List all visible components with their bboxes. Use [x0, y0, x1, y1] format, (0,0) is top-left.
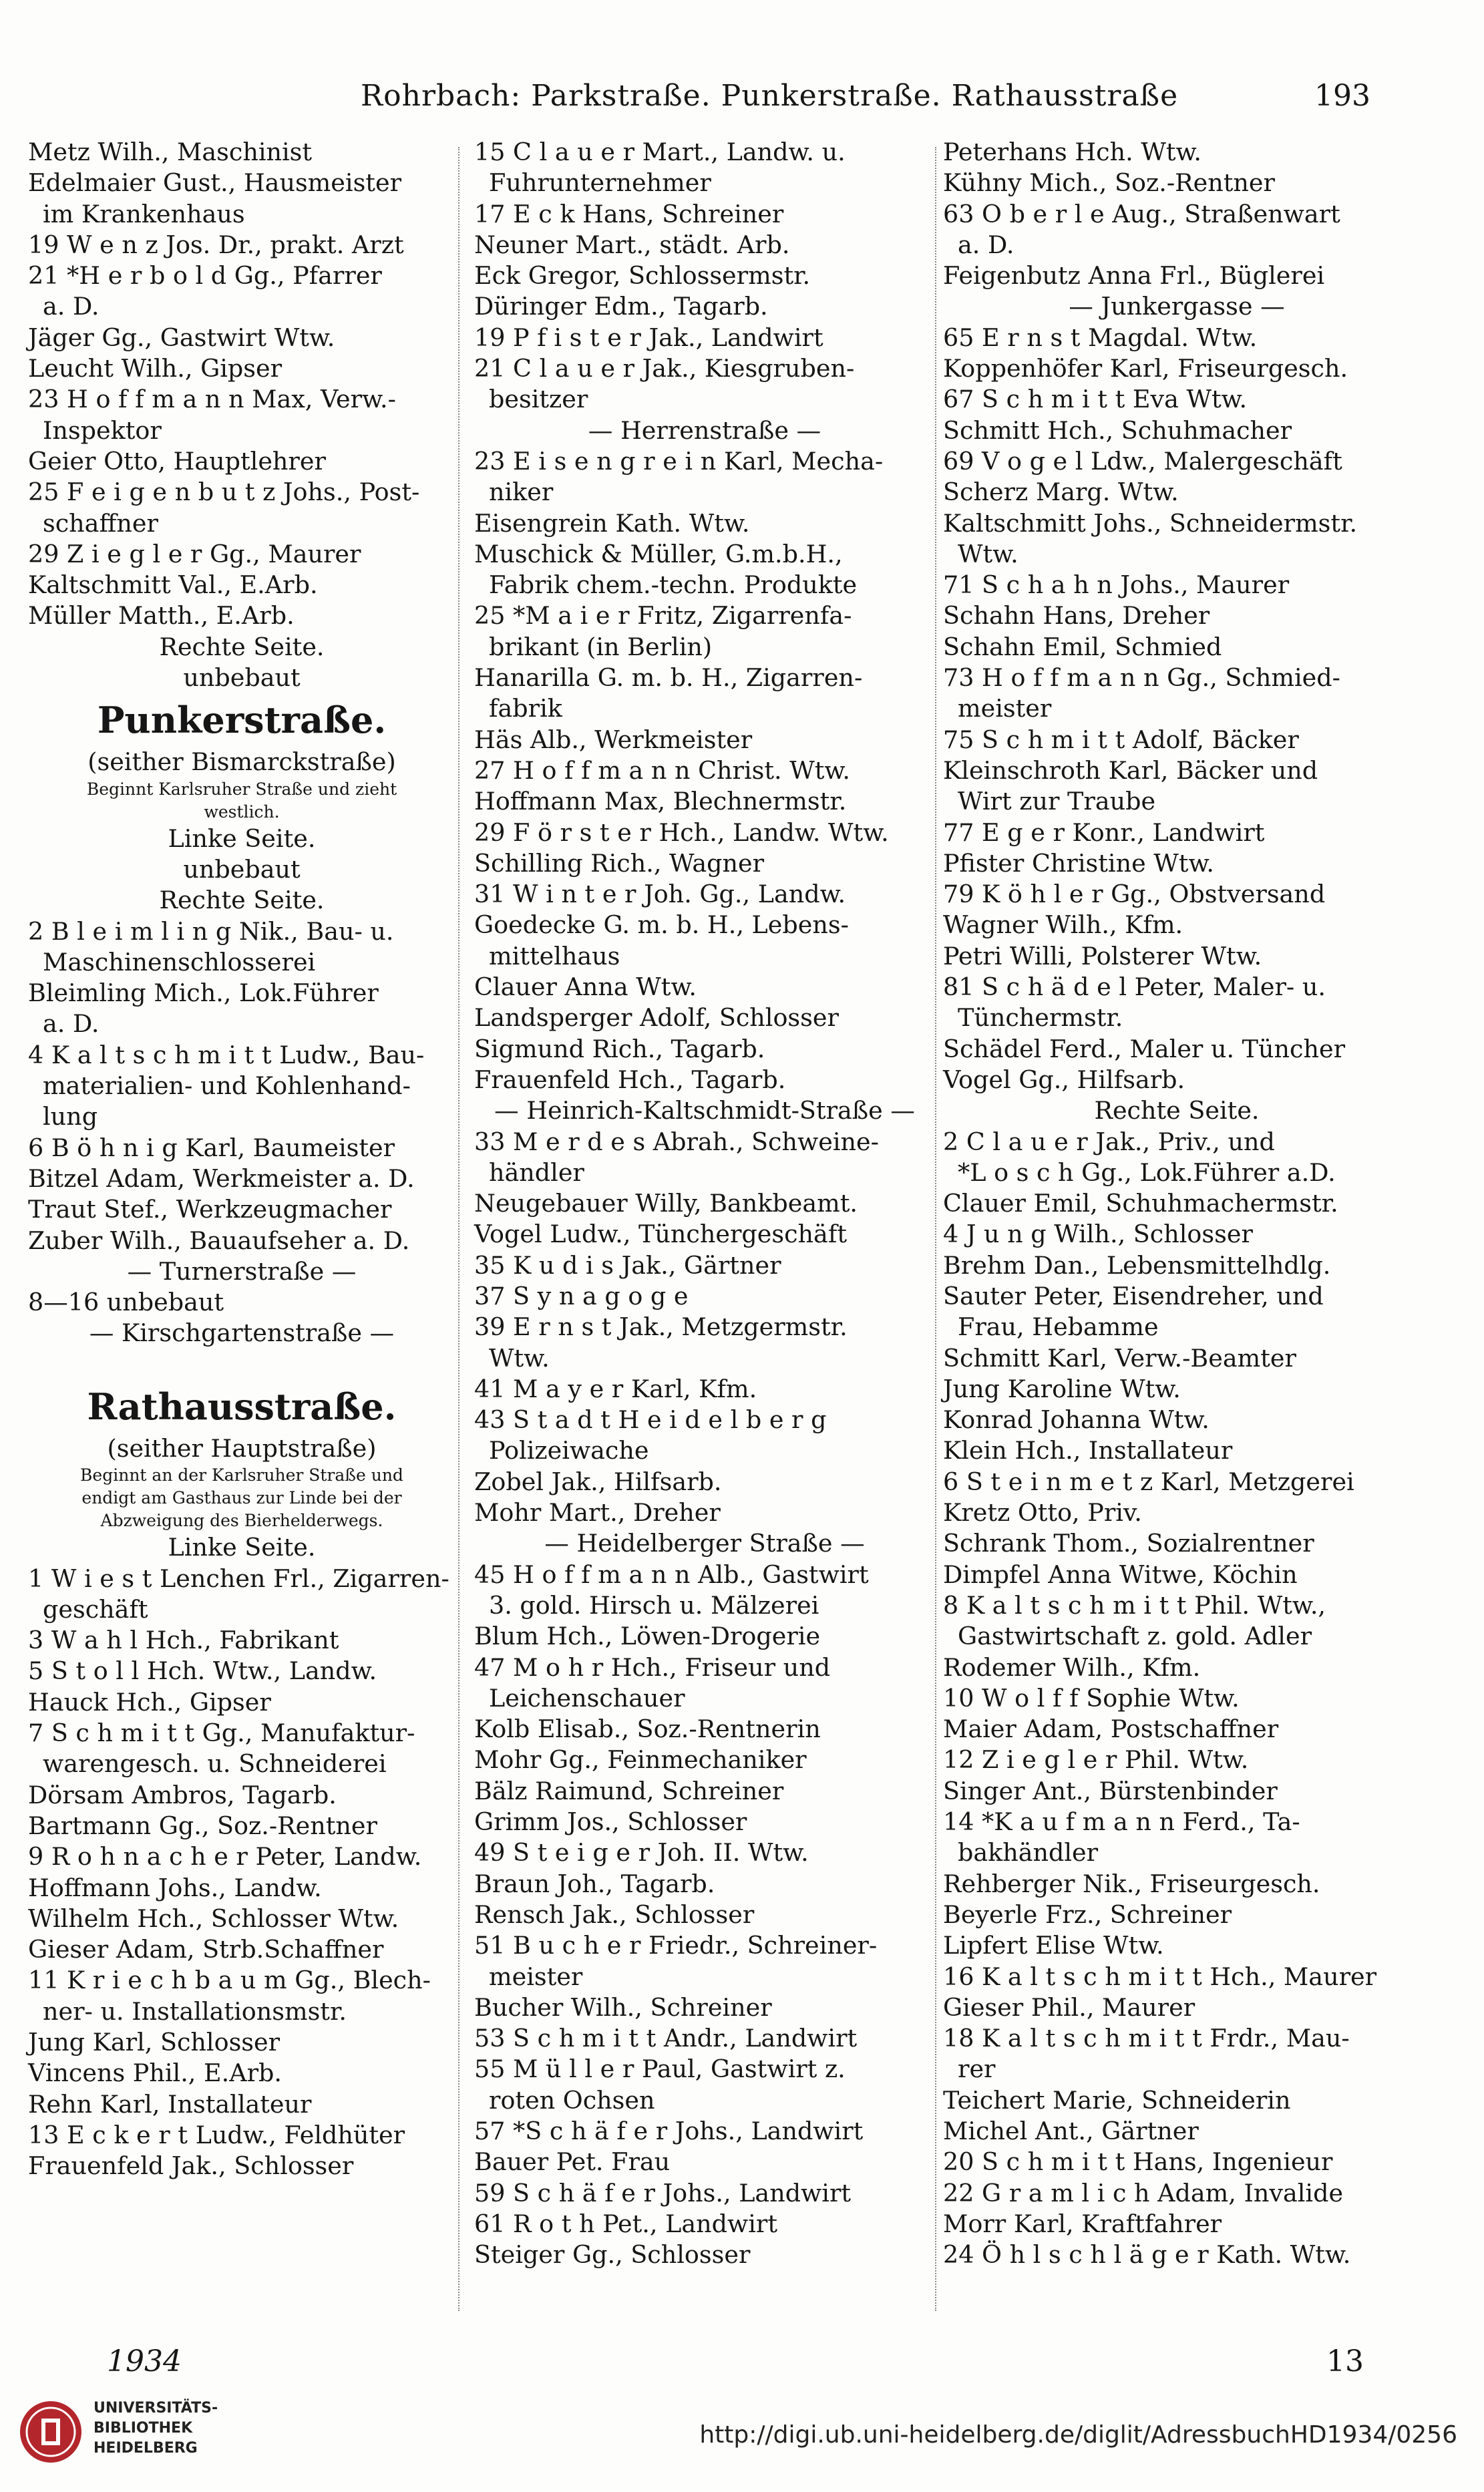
directory-entry: 15 C l a u e r Mart., Landw. u. — [474, 138, 846, 166]
directory-entry: 14 *K a u f m a n n Ferd., Ta- — [943, 1807, 1300, 1837]
directory-entry: Bucher Wilh., Schreiner — [474, 1992, 772, 2022]
column-middle — [474, 137, 935, 2270]
source-url-link[interactable]: http://digi.ub.uni-heidelberg.de/diglit/AdressbuchHD1934/0256 — [699, 2421, 1457, 2449]
directory-entry: Rehn Karl, Installateur — [28, 2089, 312, 2119]
directory-entry: 37 S y n a g o g e — [474, 1281, 689, 1310]
directory-entry: fabrik — [489, 694, 562, 723]
directory-entry: Kolb Elisab., Soz.-Rentnerin — [474, 1715, 821, 1744]
directory-entry: 21 C l a u e r Jak., Kiesgruben- — [474, 354, 855, 383]
directory-entry: bakhändler — [958, 1838, 1099, 1867]
directory-entry: Dörsam Ambros, Tagarb. — [28, 1780, 337, 1809]
directory-entry: 24 Ö h l s c h l ä g e r Kath. Wtw. — [943, 2240, 1351, 2270]
footer-sheet-number: 13 — [1326, 2344, 1364, 2378]
cross-street: — Kirschgartenstraße — — [89, 1318, 395, 1348]
directory-entry: 41 M a y e r Karl, Kfm. — [474, 1374, 757, 1403]
directory-entry: 4 K a l t s c h m i t t Ludw., Bau- — [28, 1040, 425, 1069]
directory-entry: Brehm Dan., Lebensmittelhdlg. — [943, 1250, 1331, 1280]
directory-entry: 59 S c h ä f e r Johs., Landwirt — [474, 2178, 852, 2207]
directory-entry: Geier Otto, Hauptlehrer — [28, 446, 326, 476]
directory-entry: 29 F ö r s t e r Hch., Landw. Wtw. — [474, 818, 889, 847]
directory-entry: 39 E r n s t Jak., Metzgermstr. — [474, 1312, 848, 1342]
directory-entry: Gastwirtschaft z. gold. Adler — [958, 1622, 1312, 1651]
section-label: unbebaut — [183, 854, 301, 884]
running-title: Rohrbach: Parkstraße. Punkerstraße. Rathausstraße — [361, 79, 1179, 113]
directory-entry: Feigenbutz Anna Frl., Büglerei — [943, 261, 1325, 291]
directory-entry: 63 O b e r l e Aug., Straßenwart — [943, 199, 1340, 228]
directory-entry: lung — [43, 1102, 98, 1131]
directory-entry: Jäger Gg., Gastwirt Wtw. — [28, 323, 335, 352]
directory-entry: a. D. — [958, 230, 1014, 259]
street-heading: Rathausstraße. — [87, 1385, 397, 1428]
directory-entry: Hauck Hch., Gipser — [28, 1687, 271, 1717]
directory-entry: 27 H o f f m a n n Christ. Wtw. — [474, 755, 850, 785]
street-heading: Punkerstraße. — [97, 699, 387, 742]
directory-entry: Rehberger Nik., Friseurgesch. — [943, 1869, 1320, 1898]
section-label: Linke Seite. — [168, 824, 316, 853]
directory-entry: 10 W o l f f Sophie Wtw. — [943, 1683, 1240, 1713]
directory-entry: Schahn Hans, Dreher — [943, 601, 1210, 631]
directory-entry: Vincens Phil., E.Arb. — [28, 2059, 283, 2088]
directory-entry: Peterhans Hch. Wtw. — [943, 138, 1202, 166]
directory-entry: 31 W i n t e r Joh. Gg., Landw. — [474, 880, 846, 909]
directory-entry: Schädel Ferd., Maler u. Tüncher — [943, 1034, 1346, 1063]
directory-entry: Schmitt Hch., Schuhmacher — [943, 415, 1292, 445]
directory-entry: 1 W i e s t Lenchen Frl., Zigarren- — [28, 1564, 449, 1593]
directory-entry: 71 S c h a h n Johs., Maurer — [943, 570, 1290, 600]
directory-entry: 22 G r a m l i c h Adam, Invalide — [943, 2178, 1344, 2207]
directory-entry: Bitzel Adam, Werkmeister a. D. — [28, 1164, 415, 1193]
directory-entry: schaffner — [43, 508, 158, 538]
directory-entry: 11 K r i e c h b a u m Gg., Blech- — [28, 1966, 431, 1995]
directory-entry: im Krankenhaus — [43, 199, 245, 228]
directory-entry: *L o s c h Gg., Lok.Führer a.D. — [958, 1158, 1336, 1187]
directory-entry: 19 W e n z Jos. Dr., prakt. Arzt — [28, 230, 404, 259]
directory-entry: Teichert Marie, Schneiderin — [943, 2085, 1291, 2115]
directory-entry: Gieser Adam, Strb.Schaffner — [28, 1935, 384, 1964]
directory-entry: 23 E i s e n g r e i n Karl, Mecha- — [474, 446, 884, 476]
directory-entry: Schahn Emil, Schmied — [943, 632, 1222, 661]
directory-entry: Leichenschauer — [489, 1683, 685, 1713]
section-label: Rechte Seite. — [1094, 1096, 1260, 1125]
directory-entry: Mohr Gg., Feinmechaniker — [474, 1745, 807, 1775]
section-label: (seither Bismarckstraße) — [87, 747, 396, 777]
directory-entry: Sigmund Rich., Tagarb. — [474, 1034, 765, 1063]
column-left — [28, 137, 455, 2182]
directory-entry: Leucht Wilh., Gipser — [28, 354, 283, 383]
directory-entry: Muschick & Müller, G.m.b.H., — [474, 539, 843, 568]
directory-entry: a. D. — [43, 1009, 100, 1039]
directory-entry: geschäft — [43, 1594, 148, 1624]
directory-entry: Müller Matth., E.Arb. — [28, 601, 295, 631]
section-label: Rechte Seite. — [159, 886, 325, 915]
directory-entry: Rensch Jak., Schlosser — [474, 1900, 755, 1929]
directory-entry: Düringer Edm., Tagarb. — [474, 292, 768, 321]
directory-entry: 9 R o h n a c h e r Peter, Landw. — [28, 1842, 422, 1872]
directory-entry: Morr Karl, Kraftfahrer — [943, 2209, 1222, 2238]
directory-entry: Frauenfeld Jak., Schlosser — [28, 2151, 354, 2181]
directory-entry: 53 S c h m i t t Andr., Landwirt — [474, 2024, 858, 2053]
directory-entry: Zuber Wilh., Bauaufseher a. D. — [28, 1226, 410, 1255]
directory-entry: Jung Karl, Schlosser — [28, 2028, 281, 2057]
street-note: westlich. — [204, 802, 280, 822]
directory-entry: Landsperger Adolf, Schlosser — [474, 1003, 839, 1033]
directory-entry: 45 H o f f m a n n Alb., Gastwirt — [474, 1560, 869, 1589]
directory-entry: Konrad Johanna Wtw. — [943, 1405, 1210, 1435]
directory-entry: Grimm Jos., Schlosser — [474, 1807, 747, 1837]
directory-entry: Rodemer Wilh., Kfm. — [943, 1652, 1201, 1682]
directory-entry: 8 K a l t s c h m i t t Phil. Wtw., — [943, 1590, 1326, 1620]
directory-entry: Kaltschmitt Val., E.Arb. — [28, 570, 318, 600]
directory-entry: Hoffmann Max, Blechnermstr. — [474, 787, 847, 816]
street-note: Beginnt an der Karlsruher Straße und — [80, 1465, 403, 1485]
directory-entry: 7 S c h m i t t Gg., Manufaktur- — [28, 1719, 415, 1748]
cross-street: — Herrenstraße — — [588, 415, 821, 445]
directory-entry: Bälz Raimund, Schreiner — [474, 1776, 784, 1805]
directory-entry: 12 Z i e g l e r Phil. Wtw. — [943, 1745, 1249, 1775]
footer-year: 1934 — [107, 2344, 182, 2378]
directory-entry: Kaltschmitt Johs., Schneidermstr. — [943, 508, 1358, 538]
directory-entry: 65 E r n s t Magdal. Wtw. — [943, 323, 1258, 352]
directory-entry: 25 *M a i e r Fritz, Zigarrenfa- — [474, 601, 852, 631]
directory-entry: Edelmaier Gust., Hausmeister — [28, 168, 402, 198]
directory-entry: Michel Ant., Gärtner — [943, 2117, 1199, 2145]
directory-entry: meister — [958, 694, 1052, 723]
directory-entry: 67 S c h m i t t Eva Wtw. — [943, 385, 1248, 414]
cross-street: — Turnerstraße — — [127, 1256, 357, 1286]
directory-entry: Bleimling Mich., Lok.Führer — [28, 978, 379, 1008]
directory-entry: Koppenhöfer Karl, Friseurgesch. — [943, 354, 1348, 383]
directory-entry: Zobel Jak., Hilfsarb. — [474, 1467, 722, 1496]
page-header — [0, 79, 1484, 132]
directory-entry: Häs Alb., Werkmeister — [474, 725, 753, 754]
directory-entry: 61 R o t h Pet., Landwirt — [474, 2209, 777, 2238]
directory-entry: 19 P f i s t e r Jak., Landwirt — [474, 323, 823, 352]
directory-entry: händler — [489, 1158, 584, 1187]
directory-entry: Eisengrein Kath. Wtw. — [474, 508, 750, 538]
directory-entry: Schrank Thom., Sozialrentner — [943, 1529, 1314, 1558]
directory-entry: 3. gold. Hirsch u. Mälzerei — [489, 1590, 819, 1620]
cross-street: — Junkergasse — — [1069, 292, 1285, 321]
directory-entry: 33 M e r d e s Abrah., Schweine- — [474, 1127, 879, 1156]
directory-entry: 49 S t e i g e r Joh. II. Wtw. — [474, 1838, 809, 1867]
logo-line-3: HEIDELBERG — [94, 2440, 198, 2457]
directory-entry: Bartmann Gg., Soz.-Rentner — [28, 1811, 377, 1840]
column-right — [943, 137, 1411, 2270]
directory-entry: Clauer Emil, Schuhmachermstr. — [943, 1189, 1338, 1218]
directory-entry: 35 K u d i s Jak., Gärtner — [474, 1250, 781, 1280]
directory-entry: 69 V o g e l Ldw., Malergeschäft — [943, 446, 1342, 476]
directory-entry: 2 C l a u e r Jak., Priv., und — [943, 1127, 1275, 1156]
directory-entry: 77 E g e r Konr., Landwirt — [943, 818, 1265, 847]
directory-entry: meister — [489, 1962, 583, 1991]
directory-entry: Klein Hch., Installateur — [943, 1436, 1233, 1465]
directory-entry: 57 *S c h ä f e r Johs., Landwirt — [474, 2117, 864, 2145]
directory-entry: 16 K a l t s c h m i t t Hch., Maurer — [943, 1962, 1377, 1991]
directory-entry: Eck Gregor, Schlossermstr. — [474, 261, 811, 291]
directory-entry: Petri Willi, Polsterer Wtw. — [943, 941, 1262, 970]
directory-entry: brikant (in Berlin) — [489, 632, 713, 661]
directory-entry: Polizeiwache — [489, 1436, 649, 1465]
directory-entry: materialien- und Kohlenhand- — [43, 1071, 411, 1101]
directory-entry: Pfister Christine Wtw. — [943, 848, 1214, 878]
directory-entry: Blum Hch., Löwen-Drogerie — [474, 1622, 821, 1651]
street-note: Beginnt Karlsruher Straße und zieht — [86, 779, 397, 799]
directory-entry: rer — [958, 2055, 996, 2084]
directory-entry: 3 W a h l Hch., Fabrikant — [28, 1626, 339, 1655]
directory-entry: 23 H o f f m a n n Max, Verw.- — [28, 385, 396, 414]
directory-entry: Wirt zur Traube — [958, 787, 1156, 816]
directory-entry: Neugebauer Willy, Bankbeamt. — [474, 1189, 858, 1218]
library-seal-icon — [17, 2398, 84, 2465]
directory-entry: Kühny Mich., Soz.-Rentner — [943, 168, 1275, 198]
directory-entry: Kretz Otto, Priv. — [943, 1498, 1142, 1528]
directory-entry: Hoffmann Johs., Landw. — [28, 1873, 322, 1902]
directory-entry: Hanarilla G. m. b. H., Zigarren- — [474, 663, 863, 693]
directory-entry: Vogel Ludw., Tünchergeschäft — [474, 1220, 847, 1249]
directory-entry: Goedecke G. m. b. H., Lebens- — [474, 910, 849, 940]
directory-entry: Tünchermstr. — [958, 1003, 1123, 1033]
directory-entry: Mohr Mart., Dreher — [474, 1498, 721, 1528]
directory-entry — [28, 1349, 455, 1380]
logo-line-2: BIBLIOTHEK — [94, 2420, 193, 2437]
directory-entry: 79 K ö h l e r Gg., Obstversand — [943, 880, 1326, 909]
directory-entry: 6 S t e i n m e t z Karl, Metzgerei — [943, 1467, 1354, 1496]
directory-entry: mittelhaus — [489, 941, 620, 970]
directory-entry: 20 S c h m i t t Hans, Ingenieur — [943, 2147, 1333, 2177]
directory-entry: Frau, Hebamme — [958, 1312, 1159, 1342]
directory-entry: Dimpfel Anna Witwe, Köchin — [943, 1560, 1298, 1589]
section-label: Rechte Seite. — [159, 632, 325, 661]
directory-entry: 17 E c k Hans, Schreiner — [474, 199, 784, 228]
directory-entry: Wtw. — [489, 1343, 550, 1373]
directory-entry: 18 K a l t s c h m i t t Frdr., Mau- — [943, 2024, 1350, 2053]
directory-entry: Maschinenschlosserei — [43, 947, 316, 976]
directory-entry: Inspektor — [43, 415, 162, 445]
directory-entry: Gieser Phil., Maurer — [943, 1992, 1195, 2022]
directory-entry: Sauter Peter, Eisendreher, und — [943, 1281, 1324, 1310]
directory-entry: Wagner Wilh., Kfm. — [943, 910, 1183, 940]
directory-entry: roten Ochsen — [489, 2085, 655, 2115]
section-label: (seither Hauptstraße) — [107, 1433, 377, 1463]
page-number: 193 — [1314, 79, 1370, 113]
logo-line-1: UNIVERSITÄTS- — [94, 2400, 218, 2417]
directory-entry: 47 M o h r Hch., Friseur und — [474, 1652, 831, 1682]
library-logo[interactable] — [13, 2394, 220, 2475]
directory-entry: Braun Joh., Tagarb. — [474, 1869, 715, 1898]
directory-entry: 2 B l e i m l i n g Nik., Bau- u. — [28, 916, 394, 946]
directory-entry: Neuner Mart., städt. Arb. — [474, 230, 790, 259]
directory-entry: Wtw. — [958, 539, 1018, 568]
directory-entry: a. D. — [43, 292, 100, 321]
directory-entry: 25 F e i g e n b u t z Johs., Post- — [28, 478, 420, 507]
directory-entry: Kleinschroth Karl, Bäcker und — [943, 755, 1318, 785]
directory-entry: Beyerle Frz., Schreiner — [943, 1900, 1232, 1929]
directory-entry: besitzer — [489, 385, 588, 414]
directory-entry: 8—16 unbebaut — [28, 1288, 224, 1317]
directory-entry: Maier Adam, Postschaffner — [943, 1715, 1279, 1744]
directory-entry: 6 B ö h n i g Karl, Baumeister — [28, 1133, 395, 1162]
directory-entry: Fabrik chem.-techn. Produkte — [489, 570, 858, 600]
directory-entry: Clauer Anna Wtw. — [474, 972, 697, 1002]
directory-entry: Vogel Gg., Hilfsarb. — [943, 1065, 1185, 1094]
cross-street: — Heinrich-Kaltschmidt-Straße — — [494, 1096, 915, 1125]
directory-entry: Traut Stef., Werkzeugmacher — [28, 1195, 392, 1224]
directory-entry: Bauer Pet. Frau — [474, 2147, 671, 2177]
column-divider — [458, 147, 459, 2311]
column-divider — [935, 147, 936, 2311]
directory-entry: Singer Ant., Bürstenbinder — [943, 1776, 1278, 1805]
directory-entry: 73 H o f f m a n n Gg., Schmied- — [943, 663, 1340, 693]
directory-entry: 13 E c k e r t Ludw., Feldhüter — [28, 2120, 405, 2149]
directory-entry: 55 M ü l l e r Paul, Gastwirt z. — [474, 2055, 846, 2084]
directory-entry: Lipfert Elise Wtw. — [943, 1931, 1164, 1960]
directory-entry: Wilhelm Hch., Schlosser Wtw. — [28, 1904, 399, 1933]
directory-entry: 5 S t o l l Hch. Wtw., Landw. — [28, 1656, 377, 1686]
directory-entry: 21 *H e r b o l d Gg., Pfarrer — [28, 261, 382, 291]
directory-entry: 29 Z i e g l e r Gg., Maurer — [28, 539, 361, 568]
directory-entry: ner- u. Installationsmstr. — [43, 1996, 347, 2026]
directory-entry: Frauenfeld Hch., Tagarb. — [474, 1065, 786, 1094]
directory-entry: Schmitt Karl, Verw.-Beamter — [943, 1343, 1296, 1373]
section-label: Linke Seite. — [168, 1533, 316, 1562]
directory-entry: niker — [489, 478, 554, 507]
street-note: Abzweigung des Bierhelderwegs. — [100, 1511, 383, 1531]
directory-entry: Fuhrunternehmer — [489, 168, 711, 198]
directory-entry: 51 B u c h e r Friedr., Schreiner- — [474, 1931, 878, 1960]
directory-entry: Scherz Marg. Wtw. — [943, 478, 1179, 507]
directory-entry: Jung Karoline Wtw. — [943, 1374, 1181, 1403]
section-label: unbebaut — [183, 663, 301, 693]
directory-entry: 43 S t a d t H e i d e l b e r g — [474, 1405, 827, 1435]
directory-entry: 81 S c h ä d e l Peter, Maler- u. — [943, 972, 1326, 1002]
directory-entry: 75 S c h m i t t Adolf, Bäcker — [943, 725, 1299, 754]
directory-entry: 4 J u n g Wilh., Schlosser — [943, 1220, 1253, 1249]
directory-entry: Steiger Gg., Schlosser — [474, 2240, 751, 2270]
street-note: endigt am Gasthaus zur Linde bei der — [81, 1488, 402, 1508]
directory-entry: Schilling Rich., Wagner — [474, 848, 765, 878]
directory-entry: Metz Wilh., Maschinist — [28, 138, 313, 166]
directory-entry: warengesch. u. Schneiderei — [43, 1749, 387, 1779]
cross-street: — Heidelberger Straße — — [544, 1529, 865, 1558]
